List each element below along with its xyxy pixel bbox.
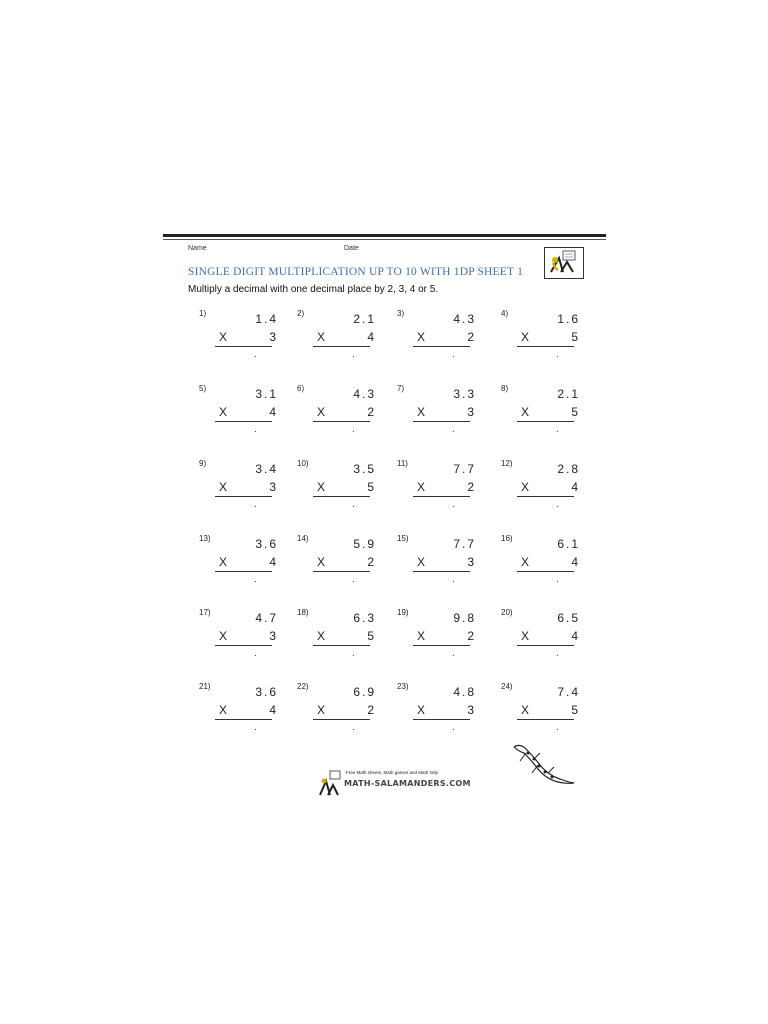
multiplicand: 4.7 [255, 611, 278, 625]
multiplicand: 6.1 [557, 537, 580, 551]
answer-decimal-point: . [452, 499, 455, 510]
multiplier: 3 [269, 480, 276, 494]
answer-decimal-point: . [556, 648, 559, 659]
answer-line [313, 346, 370, 347]
multiply-sign: X [521, 555, 530, 569]
answer-line [517, 719, 574, 720]
multiplier: 5 [571, 703, 578, 717]
multiplier: 3 [269, 629, 276, 643]
multiplier: 2 [367, 555, 374, 569]
problem-1 [199, 309, 294, 369]
problem-number: 9) [199, 459, 207, 468]
problem-11 [397, 459, 492, 519]
multiply-sign: X [417, 405, 426, 419]
answer-line [313, 719, 370, 720]
multiply-sign: X [417, 703, 426, 717]
problem-15 [397, 534, 492, 594]
problem-number: 20) [501, 608, 513, 617]
multiply-sign: X [417, 480, 426, 494]
problem-number: 13) [199, 534, 211, 543]
multiplier: 5 [367, 629, 374, 643]
header-rule [163, 234, 606, 237]
answer-line [313, 421, 370, 422]
problem-9 [199, 459, 294, 519]
problem-6 [297, 384, 392, 444]
answer-line [313, 645, 370, 646]
worksheet [163, 234, 606, 804]
answer-decimal-point: . [352, 499, 355, 510]
answer-line [313, 571, 370, 572]
multiply-sign: X [317, 703, 326, 717]
problem-10 [297, 459, 392, 519]
multiplier: 4 [269, 405, 276, 419]
multiply-sign: X [521, 703, 530, 717]
answer-line [413, 421, 470, 422]
answer-line [413, 496, 470, 497]
problem-number: 17) [199, 608, 211, 617]
multiplicand: 2.1 [557, 387, 580, 401]
answer-decimal-point: . [452, 574, 455, 585]
multiply-sign: X [219, 480, 228, 494]
answer-decimal-point: . [452, 648, 455, 659]
multiplicand: 2.1 [353, 312, 376, 326]
problem-number: 12) [501, 459, 513, 468]
math-salamanders-logo-icon [544, 247, 584, 279]
answer-line [517, 496, 574, 497]
problem-17 [199, 608, 294, 668]
problem-4 [501, 309, 596, 369]
problem-number: 8) [501, 384, 509, 393]
answer-line [215, 346, 272, 347]
problem-number: 19) [397, 608, 409, 617]
answer-line [413, 719, 470, 720]
problem-number: 3) [397, 309, 405, 318]
answer-line [413, 346, 470, 347]
multiplier: 5 [367, 480, 374, 494]
salamander-icon [508, 739, 578, 789]
problem-24 [501, 682, 596, 742]
answer-decimal-point: . [556, 499, 559, 510]
header-rule-thin [163, 239, 606, 240]
answer-line [413, 645, 470, 646]
problem-number: 15) [397, 534, 409, 543]
footer-tagline: Free Math sheets, Math games and Math help [346, 770, 439, 775]
multiplier: 2 [467, 330, 474, 344]
problem-19 [397, 608, 492, 668]
multiplier: 4 [571, 480, 578, 494]
answer-decimal-point: . [452, 424, 455, 435]
multiply-sign: X [317, 405, 326, 419]
multiplicand: 3.6 [255, 685, 278, 699]
multiply-sign: X [521, 405, 530, 419]
answer-decimal-point: . [452, 349, 455, 360]
answer-decimal-point: . [556, 424, 559, 435]
answer-decimal-point: . [352, 349, 355, 360]
multiplicand: 6.9 [353, 685, 376, 699]
multiplier: 2 [467, 480, 474, 494]
multiply-sign: X [317, 480, 326, 494]
multiplicand: 4.8 [453, 685, 476, 699]
footer-site-name: MATH-SALAMANDERS.COM [344, 779, 471, 788]
problem-2 [297, 309, 392, 369]
answer-line [313, 496, 370, 497]
problem-number: 6) [297, 384, 305, 393]
multiplier: 4 [367, 330, 374, 344]
answer-decimal-point: . [556, 349, 559, 360]
multiply-sign: X [317, 629, 326, 643]
answer-decimal-point: . [556, 722, 559, 733]
multiplicand: 2.8 [557, 462, 580, 476]
answer-line [517, 421, 574, 422]
answer-line [215, 421, 272, 422]
multiplier: 5 [571, 330, 578, 344]
answer-decimal-point: . [254, 424, 257, 435]
multiplier: 4 [269, 703, 276, 717]
problem-number: 18) [297, 608, 309, 617]
problem-14 [297, 534, 392, 594]
multiplier: 3 [269, 330, 276, 344]
multiplicand: 4.3 [353, 387, 376, 401]
problem-number: 7) [397, 384, 405, 393]
problem-13 [199, 534, 294, 594]
answer-line [413, 571, 470, 572]
problem-23 [397, 682, 492, 742]
multiply-sign: X [317, 330, 326, 344]
answer-decimal-point: . [352, 648, 355, 659]
multiplier: 3 [467, 405, 474, 419]
multiplier: 2 [367, 405, 374, 419]
answer-line [215, 571, 272, 572]
problem-18 [297, 608, 392, 668]
math-salamanders-logo-icon [318, 769, 344, 797]
multiplicand: 6.5 [557, 611, 580, 625]
multiplier: 3 [467, 703, 474, 717]
multiply-sign: X [219, 405, 228, 419]
answer-decimal-point: . [254, 648, 257, 659]
multiplicand: 6.3 [353, 611, 376, 625]
problem-number: 24) [501, 682, 513, 691]
problem-number: 10) [297, 459, 309, 468]
date-label: Date [344, 245, 359, 252]
multiplier: 2 [367, 703, 374, 717]
multiplicand: 3.5 [353, 462, 376, 476]
multiply-sign: X [219, 629, 228, 643]
answer-decimal-point: . [352, 574, 355, 585]
problem-number: 14) [297, 534, 309, 543]
answer-decimal-point: . [254, 499, 257, 510]
answer-line [517, 571, 574, 572]
instructions: Multiply a decimal with one decimal place by 2, 3, 4 or 5. [188, 284, 439, 295]
problem-number: 5) [199, 384, 207, 393]
multiplier: 3 [467, 555, 474, 569]
multiplier: 2 [467, 629, 474, 643]
problem-number: 23) [397, 682, 409, 691]
problem-21 [199, 682, 294, 742]
problem-number: 22) [297, 682, 309, 691]
multiplicand: 1.6 [557, 312, 580, 326]
multiplicand: 7.7 [453, 462, 476, 476]
problem-20 [501, 608, 596, 668]
multiplicand: 3.1 [255, 387, 278, 401]
answer-decimal-point: . [254, 574, 257, 585]
answer-line [517, 645, 574, 646]
multiply-sign: X [417, 555, 426, 569]
page-title: SINGLE DIGIT MULTIPLICATION UP TO 10 WITH 1DP SHEET 1 [188, 266, 524, 278]
problem-number: 4) [501, 309, 509, 318]
multiply-sign: X [417, 629, 426, 643]
answer-decimal-point: . [452, 722, 455, 733]
problem-16 [501, 534, 596, 594]
answer-decimal-point: . [352, 722, 355, 733]
answer-decimal-point: . [254, 722, 257, 733]
problem-number: 2) [297, 309, 305, 318]
problem-5 [199, 384, 294, 444]
problem-8 [501, 384, 596, 444]
multiplicand: 7.7 [453, 537, 476, 551]
problem-number: 1) [199, 309, 207, 318]
multiply-sign: X [219, 330, 228, 344]
multiplicand: 5.9 [353, 537, 376, 551]
multiply-sign: X [317, 555, 326, 569]
problem-number: 11) [397, 459, 408, 468]
answer-line [215, 719, 272, 720]
multiply-sign: X [521, 330, 530, 344]
multiplicand: 3.4 [255, 462, 278, 476]
name-label: Name [188, 245, 207, 252]
multiplicand: 4.3 [453, 312, 476, 326]
answer-decimal-point: . [352, 424, 355, 435]
multiplier: 5 [571, 405, 578, 419]
answer-line [517, 346, 574, 347]
multiplier: 4 [571, 629, 578, 643]
answer-line [215, 496, 272, 497]
multiply-sign: X [521, 480, 530, 494]
answer-decimal-point: . [254, 349, 257, 360]
footer-logo [318, 769, 471, 797]
multiplicand: 7.4 [557, 685, 580, 699]
multiplier: 4 [269, 555, 276, 569]
problem-number: 16) [501, 534, 513, 543]
multiply-sign: X [219, 703, 228, 717]
problem-number: 21) [199, 682, 211, 691]
multiplicand: 1.4 [255, 312, 278, 326]
problem-12 [501, 459, 596, 519]
multiplier: 4 [571, 555, 578, 569]
multiply-sign: X [219, 555, 228, 569]
multiplicand: 9.8 [453, 611, 476, 625]
problem-22 [297, 682, 392, 742]
problem-3 [397, 309, 492, 369]
problem-7 [397, 384, 492, 444]
multiply-sign: X [417, 330, 426, 344]
answer-decimal-point: . [556, 574, 559, 585]
multiply-sign: X [521, 629, 530, 643]
multiplicand: 3.6 [255, 537, 278, 551]
answer-line [215, 645, 272, 646]
multiplicand: 3.3 [453, 387, 476, 401]
